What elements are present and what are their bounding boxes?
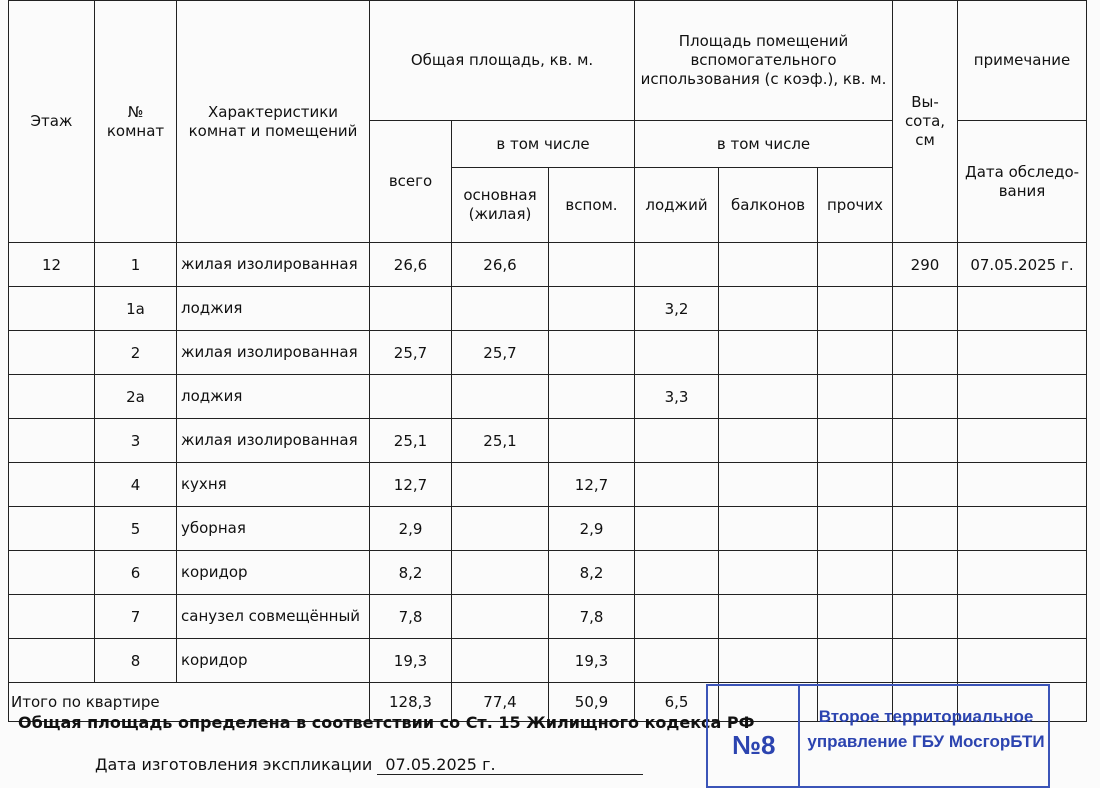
table-row <box>9 639 1087 683</box>
cell-floor <box>9 331 95 375</box>
cell-main <box>452 463 549 507</box>
header-aux-area: Площадь помещений вспомогательного использования (с коэф.), кв. м. <box>635 1 893 121</box>
cell-loggia <box>635 419 719 463</box>
cell-height <box>893 463 958 507</box>
header-characteristics: Характеристики комнат и помещений <box>177 1 370 243</box>
header-including-2: в том числе <box>635 121 893 168</box>
cell-desc: кухня <box>177 463 370 507</box>
cell-height <box>893 287 958 331</box>
preparation-date-value: 07.05.2025 г. <box>377 755 643 775</box>
cell-loggia <box>635 595 719 639</box>
cell-height <box>893 419 958 463</box>
header-survey-date: Дата обследо-вания <box>958 121 1087 243</box>
table-row <box>9 551 1087 595</box>
cell-floor: 12 <box>9 243 95 287</box>
cell-desc: жилая изолированная <box>177 243 370 287</box>
header-total-area: Общая площадь, кв. м. <box>370 1 635 121</box>
cell-height <box>893 331 958 375</box>
cell-main <box>452 639 549 683</box>
cell-floor <box>9 419 95 463</box>
header-floor: Этаж <box>9 1 95 243</box>
header-note: примечание <box>958 1 1087 121</box>
cell-main: 25,7 <box>452 331 549 375</box>
cell-loggia: 3,2 <box>635 287 719 331</box>
cell-date <box>958 331 1087 375</box>
cell-no: 2 <box>95 331 177 375</box>
header-main-living: основная (жилая) <box>452 168 549 243</box>
totals-aux: 50,9 <box>549 683 635 722</box>
header-all: всего <box>370 121 452 243</box>
cell-main <box>452 287 549 331</box>
cell-aux: 2,9 <box>549 507 635 551</box>
cell-height <box>893 551 958 595</box>
cell-aux <box>549 243 635 287</box>
cell-loggia: 3,3 <box>635 375 719 419</box>
cell-desc: коридор <box>177 551 370 595</box>
cell-date <box>958 375 1087 419</box>
cell-main <box>452 595 549 639</box>
cell-height <box>893 375 958 419</box>
cell-date <box>958 463 1087 507</box>
header-including-1: в том числе <box>452 121 635 168</box>
cell-aux <box>549 331 635 375</box>
table-row <box>9 507 1087 551</box>
cell-height <box>893 639 958 683</box>
stamp-number: №8 <box>732 730 776 760</box>
cell-total <box>370 375 452 419</box>
cell-no: 3 <box>95 419 177 463</box>
explication-table <box>8 0 1087 722</box>
cell-total: 8,2 <box>370 551 452 595</box>
bti-stamp <box>706 684 1050 788</box>
table-row <box>9 287 1087 331</box>
cell-loggia <box>635 463 719 507</box>
cell-aux <box>549 287 635 331</box>
cell-aux: 7,8 <box>549 595 635 639</box>
cell-main <box>452 375 549 419</box>
cell-aux <box>549 375 635 419</box>
cell-no: 2а <box>95 375 177 419</box>
cell-height: 290 <box>893 243 958 287</box>
cell-total: 26,6 <box>370 243 452 287</box>
cell-loggia <box>635 331 719 375</box>
cell-main <box>452 551 549 595</box>
cell-height <box>893 507 958 551</box>
cell-date <box>958 287 1087 331</box>
totals-loggia: 6,5 <box>635 683 719 722</box>
totals-main: 77,4 <box>452 683 549 722</box>
table-row <box>9 243 1087 287</box>
cell-floor <box>9 287 95 331</box>
cell-total <box>370 287 452 331</box>
cell-desc: уборная <box>177 507 370 551</box>
cell-desc: жилая изолированная <box>177 331 370 375</box>
cell-floor <box>9 507 95 551</box>
area-statement: Общая площадь определена в соответствии со Ст. 15 Жилищного кодекса РФ <box>18 713 755 732</box>
cell-desc: лоджия <box>177 375 370 419</box>
header-room-no: № комнат <box>95 1 177 243</box>
header-height: Вы-сота, см <box>893 1 958 243</box>
table-row <box>9 375 1087 419</box>
table-row <box>9 595 1087 639</box>
cell-no: 7 <box>95 595 177 639</box>
cell-desc: санузел совмещённый <box>177 595 370 639</box>
cell-date: 07.05.2025 г. <box>958 243 1087 287</box>
header-other: прочих <box>818 168 893 243</box>
cell-no: 6 <box>95 551 177 595</box>
cell-no: 5 <box>95 507 177 551</box>
cell-aux <box>549 419 635 463</box>
cell-total: 19,3 <box>370 639 452 683</box>
cell-height <box>893 595 958 639</box>
table-row <box>9 331 1087 375</box>
cell-desc: жилая изолированная <box>177 419 370 463</box>
cell-aux: 12,7 <box>549 463 635 507</box>
cell-total: 12,7 <box>370 463 452 507</box>
cell-loggia <box>635 507 719 551</box>
header-aux: вспом. <box>549 168 635 243</box>
preparation-date-label: Дата изготовления экспликации <box>95 755 373 774</box>
cell-floor <box>9 551 95 595</box>
cell-no: 8 <box>95 639 177 683</box>
cell-date <box>958 595 1087 639</box>
header-loggias: лоджий <box>635 168 719 243</box>
cell-no: 1а <box>95 287 177 331</box>
cell-aux: 8,2 <box>549 551 635 595</box>
cell-date <box>958 507 1087 551</box>
cell-no: 4 <box>95 463 177 507</box>
cell-floor <box>9 463 95 507</box>
table-row <box>9 419 1087 463</box>
cell-floor <box>9 595 95 639</box>
header-balconies: балконов <box>719 168 818 243</box>
cell-no: 1 <box>95 243 177 287</box>
cell-total: 25,1 <box>370 419 452 463</box>
cell-floor <box>9 375 95 419</box>
cell-aux: 19,3 <box>549 639 635 683</box>
table-row <box>9 463 1087 507</box>
totals-label: Итого по квартире <box>9 683 370 722</box>
cell-loggia <box>635 639 719 683</box>
cell-total: 7,8 <box>370 595 452 639</box>
cell-floor <box>9 639 95 683</box>
preparation-date <box>95 755 643 775</box>
cell-total: 25,7 <box>370 331 452 375</box>
cell-loggia <box>635 243 719 287</box>
cell-desc: лоджия <box>177 287 370 331</box>
stamp-text: Второе территориальное управление ГБУ МосгорБТИ <box>807 707 1045 751</box>
cell-date <box>958 419 1087 463</box>
cell-date <box>958 639 1087 683</box>
cell-date <box>958 551 1087 595</box>
cell-main: 26,6 <box>452 243 549 287</box>
cell-main: 25,1 <box>452 419 549 463</box>
cell-total: 2,9 <box>370 507 452 551</box>
cell-loggia <box>635 551 719 595</box>
totals-total: 128,3 <box>370 683 452 722</box>
cell-main <box>452 507 549 551</box>
cell-desc: коридор <box>177 639 370 683</box>
